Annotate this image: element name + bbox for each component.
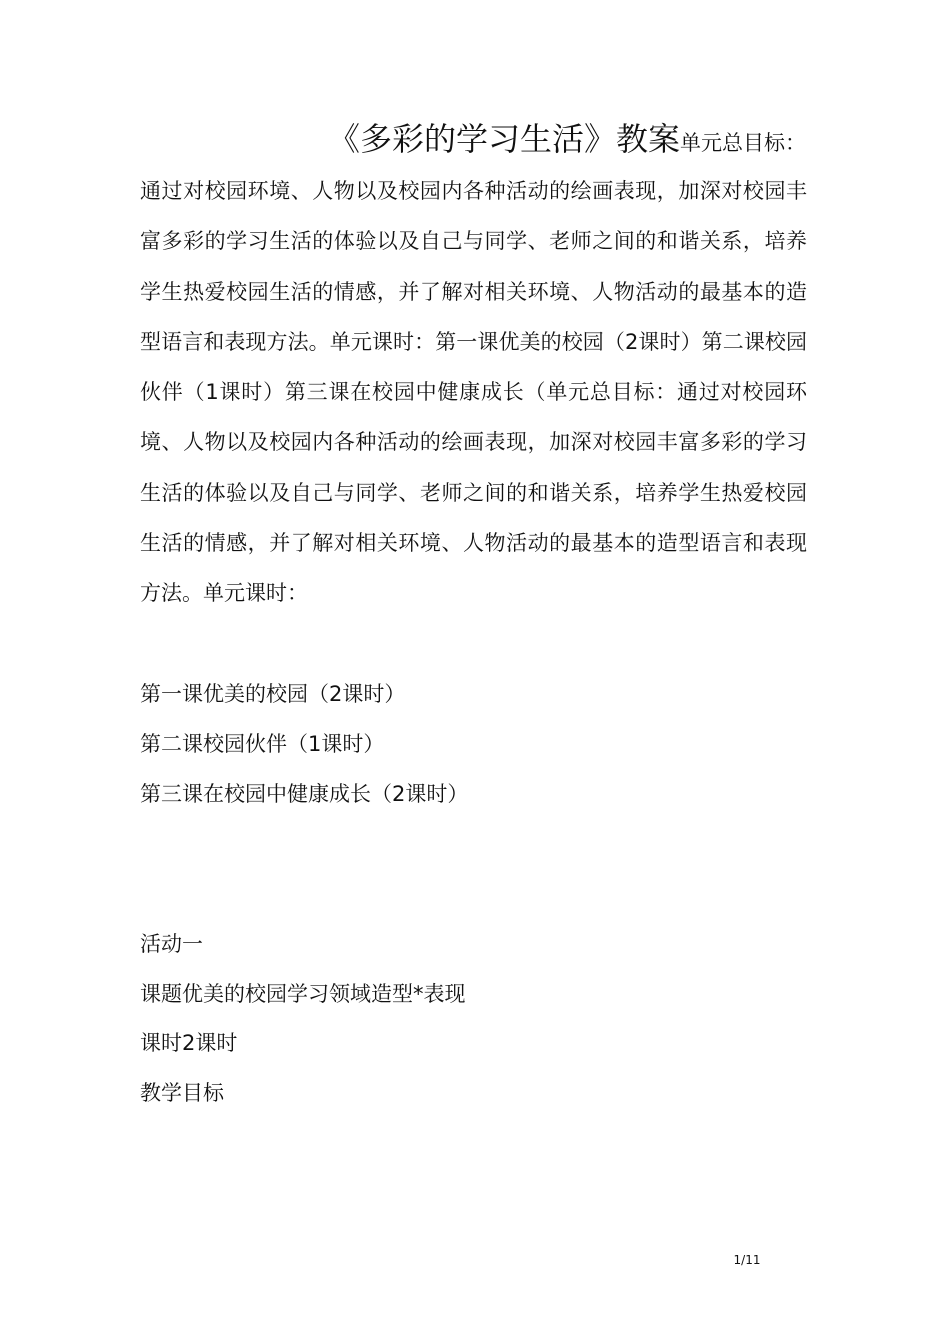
activity-heading: 活动一 — [140, 932, 203, 956]
body-paragraph: 通过对校园环境、人物以及校园内各种活动的绘画表现，加深对校园丰富多彩的学习生活的体验以及自己与同学、老师之间的和谐关系，培养学生热爱校园生活的情感，并了解对相关环境、人物活动的最基本的造型语言和表现方法。单元课时：第一课优美的校园（2课时）第二课校园伙伴（1课时）第三课在校园中健康成长（单元总目标：通过对校园环境、人物以及校园内各种活动的绘画表现，加深对校园丰富多彩的学习生活的体验以及自己与同学、老师之间的和谐关系，培养学生热爱校园生活的情感，并了解对相关环境、人物活动的最基本的造型语言和表现方法。单元课时： — [140, 179, 807, 606]
title-line — [140, 114, 806, 160]
lesson-3: 第三课在校园中健康成长（2课时） — [140, 782, 469, 806]
activity-topic: 课题优美的校园学习领域造型*表现 — [140, 982, 466, 1006]
lesson-2: 第二课校园伙伴（1课时） — [140, 732, 385, 756]
document-title: 《多彩的学习生活》教案 — [327, 120, 680, 158]
teaching-goals-heading: 教学目标 — [140, 1081, 224, 1105]
lesson-1: 第一课优美的校园（2课时） — [140, 682, 406, 706]
activity-hours: 课时2课时 — [140, 1031, 238, 1055]
page-number: 1/11 — [733, 1253, 761, 1267]
unit-goal-label: 单元总目标： — [680, 131, 806, 155]
